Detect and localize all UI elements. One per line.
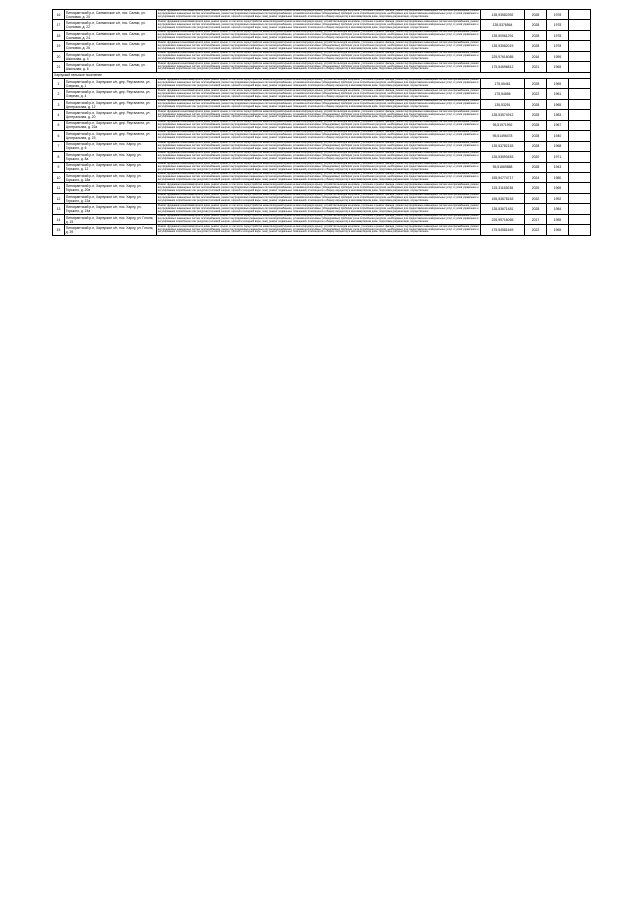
row-year-planned: 2028 bbox=[525, 110, 547, 120]
table-row bbox=[53, 131, 591, 141]
row-works-description: Ремонт фундамента многоквартирного дома, ремонт крыши, в том числе переустройство невентилируемой крыши на вентилируемую крышу, устройство выходов на кровлю, утепление и ремонт фасада, ремонт внутридомовых инженерных систем электроснабжения, ремонт внутридомовых инженерных систем теплоснабжения, ремонт внутридомовых инженерных систем водоснабжения, установка коллективных (общедомовых) приборов учета потребления ресурсов, необходимых для предоставления коммунальных услуг, и узлов управления и регулирования потребления этих ресурсов (тепловой энергии, горячей и холодной воды, газа), ремонт подвальных помещений, относящихся к общему имуществу в многоквартирном доме, подготовка документации, осуществление bbox=[157, 30, 480, 40]
table-row bbox=[53, 41, 591, 51]
table-row bbox=[53, 51, 591, 61]
row-empty-cell bbox=[569, 214, 591, 224]
row-year-planned: 2022 bbox=[525, 225, 547, 235]
row-address: Питкярантский р-н, Харлуское с/п, дер. Рауталахти, ул. Озерная, д. 4 bbox=[65, 89, 157, 99]
row-works-description: Ремонт фундамента многоквартирного дома, ремонт крыши, в том числе переустройство невентилируемой крыши на вентилируемую крышу, устройство выходов на кровлю, утепление и ремонт фасада, ремонт внутридомовых инженерных систем электроснабжения, ремонт внутридомовых инженерных систем теплоснабжения, ремонт внутридомовых инженерных систем водоснабжения, установка коллективных (общедомовых) приборов учета потребления ресурсов, необходимых для предоставления коммунальных услуг, и узлов управления и регулирования потребления этих ресурсов (тепловой энергии, горячей и холодной воды, газа), ремонт подвальных помещений, относящихся к общему имуществу в многоквартирном доме, подготовка документации, осуществление bbox=[157, 88, 480, 98]
row-cost: 115,31163038 bbox=[481, 183, 525, 193]
row-year-planned: 2028 bbox=[525, 41, 547, 51]
rows-salminskoe bbox=[53, 10, 591, 73]
row-works-description: Ремонт фундамента многоквартирного дома, ремонт крыши, в том числе переустройство невентилируемой крыши на вентилируемую крышу, устройство выходов на кровлю, утепление и ремонт фасада, ремонт внутридомовых инженерных систем электроснабжения, ремонт внутридомовых инженерных систем теплоснабжения, ремонт внутридомовых инженерных систем водоснабжения, установка коллективных (общедомовых) приборов учета потребления ресурсов, необходимых для предоставления коммунальных услуг, и узлов управления и регулирования потребления этих ресурсов (тепловой энергии, горячей и холодной воды, газа), ремонт подвальных помещений, относящихся к общему имуществу в многоквартирном доме, подготовка документации, осуществление bbox=[157, 182, 480, 192]
row-number: 12 bbox=[53, 193, 65, 203]
row-works-description: Ремонт фундамента многоквартирного дома, ремонт крыши, в том числе переустройство невентилируемой крыши на вентилируемую крышу, устройство выходов на кровлю, утепление и ремонт фасада, ремонт внутридомовых инженерных систем электроснабжения, ремонт внутридомовых инженерных систем теплоснабжения, ремонт внутридомовых инженерных систем водоснабжения, установка коллективных (общедомовых) приборов учета потребления ресурсов, необходимых для предоставления коммунальных услуг, и узлов управления и регулирования потребления этих ресурсов (тепловой энергии, горячей и холодной воды, газа), ремонт подвальных помещений, относящихся к общему имуществу в многоквартирном доме, подготовка документации, осуществление bbox=[157, 40, 480, 50]
row-works-description: Ремонт фундамента многоквартирного дома, ремонт крыши, в том числе переустройство невентилируемой крыши на вентилируемую крышу, устройство выходов на кровлю, утепление и ремонт фасада, ремонт внутридомовых инженерных систем электроснабжения, ремонт внутридомовых инженерных систем теплоснабжения, ремонт внутридомовых инженерных систем водоснабжения, установка коллективных (общедомовых) приборов учета потребления ресурсов, необходимых для предоставления коммунальных услуг, и узлов управления и регулирования потребления этих ресурсов (тепловой энергии, горячей и холодной воды, газа), ремонт подвальных помещений, относящихся к общему имуществу в многоквартирном доме, подготовка документации, осуществление bbox=[157, 130, 480, 140]
row-year-built: 1969 bbox=[547, 183, 569, 193]
row-number: 4 bbox=[53, 110, 65, 120]
row-number: 1 bbox=[53, 78, 65, 88]
row-works-description: Ремонт фундамента многоквартирного дома, ремонт крыши, в том числе переустройство невентилируемой крыши на вентилируемую крышу, устройство выходов на кровлю, утепление и ремонт фасада, ремонт внутридомовых инженерных систем электроснабжения, ремонт внутридомовых инженерных систем теплоснабжения, ремонт внутридомовых инженерных систем водоснабжения, установка коллективных (общедомовых) приборов учета потребления ресурсов, необходимых для предоставления коммунальных услуг, и узлов управления и регулирования потребления этих ресурсов (тепловой энергии, горячей и холодной воды, газа), ремонт подвальных помещений, относящихся к общему имуществу в многоквартирном доме, подготовка документации, осуществление bbox=[157, 9, 480, 19]
row-empty-cell bbox=[569, 225, 591, 235]
row-works-description: Ремонт фундамента многоквартирного дома, ремонт крыши, в том числе переустройство невентилируемой крыши на вентилируемую крышу, устройство выходов на кровлю, утепление и ремонт фасада, ремонт внутридомовых инженерных систем электроснабжения, ремонт внутридомовых инженерных систем теплоснабжения, ремонт внутридомовых инженерных систем водоснабжения, установка коллективных (общедомовых) приборов учета потребления ресурсов, необходимых для предоставления коммунальных услуг, и узлов управления и регулирования потребления этих ресурсов (тепловой энергии, горячей и холодной воды, газа), ремонт подвальных помещений, относящихся к общему имуществу в многоквартирном доме, подготовка документации, осуществление bbox=[157, 172, 480, 182]
row-year-built: 1955 bbox=[547, 214, 569, 224]
row-works-description: Ремонт фундамента многоквартирного дома, ремонт крыши, в том числе переустройство невентилируемой крыши на вентилируемую крышу, устройство выходов на кровлю, утепление и ремонт фасада, ремонт внутридомовых инженерных систем электроснабжения, ремонт внутридомовых инженерных систем теплоснабжения, ремонт внутридомовых инженерных систем водоснабжения, установка коллективных (общедомовых) приборов учета потребления ресурсов, необходимых для предоставления коммунальных услуг, и узлов управления и регулирования потребления этих ресурсов (тепловой энергии, горячей и холодной воды, газа), ремонт подвальных помещений, относящихся к общему имуществу в многоквартирном доме, подготовка документации, осуществление bbox=[157, 193, 480, 203]
row-year-planned: 2028 bbox=[525, 78, 547, 88]
row-year-built: 1965 bbox=[547, 225, 569, 235]
row-number: 11 bbox=[53, 183, 65, 193]
row-cost: 175,54696812 bbox=[481, 62, 525, 72]
row-address: Питкярантский р-н, Харлуское с/п, пос. Харлу, ул. Горького, д. 24а bbox=[65, 204, 157, 214]
table-row bbox=[53, 141, 591, 151]
capital-repair-table bbox=[52, 9, 591, 236]
row-cost: 135,53251 bbox=[481, 99, 525, 109]
row-address: Питкярантский р-н, Харлуское с/п, дер. Рауталахти, ул. Центральная, д. 12 bbox=[65, 99, 157, 109]
row-year-planned: 2028 bbox=[525, 162, 547, 172]
row-number: 16 bbox=[53, 10, 65, 20]
row-empty-cell bbox=[569, 41, 591, 51]
table-row bbox=[53, 162, 591, 172]
row-empty-cell bbox=[569, 193, 591, 203]
row-number: 17 bbox=[53, 20, 65, 30]
row-empty-cell bbox=[569, 51, 591, 61]
table-row bbox=[53, 152, 591, 162]
row-address: Питкярантский р-н, Харлуское с/п, дер. Рауталахти, ул. Озерная, д. 1 bbox=[65, 78, 157, 88]
row-address: Питкярантский р-н, Харлуское с/п, пос. Харлу, ул. Гоголя, д. 39 bbox=[65, 225, 157, 235]
row-year-planned: 2021 bbox=[525, 62, 547, 72]
row-year-planned: 2025 bbox=[525, 183, 547, 193]
row-year-built: 1978 bbox=[547, 20, 569, 30]
row-empty-cell bbox=[569, 152, 591, 162]
row-number: 20 bbox=[53, 51, 65, 61]
row-cost: 135,93582019 bbox=[481, 41, 525, 51]
row-number: 8 bbox=[53, 152, 65, 162]
row-cost: 135,53782153 bbox=[481, 141, 525, 151]
row-number: 18 bbox=[53, 30, 65, 40]
row-address: Питкярантский р-н, Харлуское с/п, пос. Харлу, ул. Гоголя, д. 19 bbox=[65, 214, 157, 224]
row-address: Питкярантский р-н, Салминское с/п, пос. Салми, ул. Сосновая, д. 22 bbox=[65, 20, 157, 30]
row-address: Питкярантский р-н, Харлуское с/п, пос. Харлу, ул. Горького, д. 18а bbox=[65, 172, 157, 182]
row-address: Питкярантский р-н, Харлуское с/п, дер. Рауталахти, ул. Центральная, д. 23 bbox=[65, 131, 157, 141]
row-year-planned: 2032 bbox=[525, 193, 547, 203]
row-cost: 225,99716065 bbox=[481, 214, 525, 224]
row-year-built: 1965 bbox=[547, 99, 569, 109]
row-works-description: Ремонт фундамента многоквартирного дома, ремонт крыши, в том числе переустройство невентилируемой крыши на вентилируемую крышу, устройство выходов на кровлю, утепление и ремонт фасада, ремонт внутридомовых инженерных систем электроснабжения, ремонт внутридомовых инженерных систем теплоснабжения, ремонт внутридомовых инженерных систем водоснабжения, установка коллективных (общедомовых) приборов учета потребления ресурсов, необходимых для предоставления коммунальных услуг, и узлов управления и регулирования потребления этих ресурсов (тепловой энергии, горячей и холодной воды, газа), ремонт подвальных помещений, относящихся к общему имуществу в многоквартирном доме, подготовка документации, осуществление bbox=[157, 61, 480, 71]
row-year-built: 1978 bbox=[547, 10, 569, 20]
row-year-built: 1965 bbox=[547, 78, 569, 88]
row-year-planned: 2028 bbox=[525, 10, 547, 20]
row-empty-cell bbox=[569, 10, 591, 20]
row-works-description: Ремонт фундамента многоквартирного дома, ремонт крыши, в том числе переустройство невентилируемой крыши на вентилируемую крышу, устройство выходов на кровлю, утепление и ремонт фасада, ремонт внутридомовых инженерных систем электроснабжения, ремонт внутридомовых инженерных систем теплоснабжения, ремонт внутридомовых инженерных систем водоснабжения, установка коллективных (общедомовых) приборов учета потребления ресурсов, необходимых для предоставления коммунальных услуг, и узлов управления и регулирования потребления этих ресурсов (тепловой энергии, горячей и холодной воды, газа), ремонт подвальных помещений, относящихся к общему имуществу в многоквартирном доме, подготовка документации, осуществление bbox=[157, 224, 480, 234]
row-works-description: Ремонт фундамента многоквартирного дома, ремонт крыши, в том числе переустройство невентилируемой крыши на вентилируемую крышу, устройство выходов на кровлю, утепление и ремонт фасада, ремонт внутридомовых инженерных систем электроснабжения, ремонт внутридомовых инженерных систем теплоснабжения, ремонт внутридомовых инженерных систем водоснабжения, установка коллективных (общедомовых) приборов учета потребления ресурсов, необходимых для предоставления коммунальных услуг, и узлов управления и регулирования потребления этих ресурсов (тепловой энергии, горячей и холодной воды, газа), ремонт подвальных помещений, относящихся к общему имуществу в многоквартирном доме, подготовка документации, осуществление bbox=[157, 203, 480, 213]
row-address: Питкярантский р-н, Харлуское с/п, пос. Харлу, ул. Горького, д. 12 bbox=[65, 162, 157, 172]
row-year-planned: 2028 bbox=[525, 20, 547, 30]
row-empty-cell bbox=[569, 162, 591, 172]
table-row bbox=[53, 204, 591, 214]
row-address: Питкярантский р-н, Салминское с/п, пос. Салми, ул. Школьная, д. 6 bbox=[65, 62, 157, 72]
row-number: 6 bbox=[53, 131, 65, 141]
row-empty-cell bbox=[569, 120, 591, 130]
row-cost: 135,5376564 bbox=[481, 20, 525, 30]
row-cost: 95,51971992 bbox=[481, 120, 525, 130]
row-number: 19 bbox=[53, 41, 65, 51]
row-empty-cell bbox=[569, 131, 591, 141]
row-number: 3 bbox=[53, 99, 65, 109]
row-year-planned: 2028 bbox=[525, 30, 547, 40]
table-row bbox=[53, 99, 591, 109]
row-year-built: 1967 bbox=[547, 120, 569, 130]
row-year-built: 1984 bbox=[547, 204, 569, 214]
row-year-built: 1959 bbox=[547, 51, 569, 61]
row-number: 5 bbox=[53, 120, 65, 130]
row-address: Питкярантский р-н, Салминское с/п, пос. Салми, ул. Сосновая, д. 24 bbox=[65, 30, 157, 40]
row-empty-cell bbox=[569, 89, 591, 99]
row-works-description: Ремонт фундамента многоквартирного дома, ремонт крыши, в том числе переустройство невентилируемой крыши на вентилируемую крышу, устройство выходов на кровлю, утепление и ремонт фасада, ремонт внутридомовых инженерных систем электроснабжения, ремонт внутридомовых инженерных систем теплоснабжения, ремонт внутридомовых инженерных систем водоснабжения, установка коллективных (общедомовых) приборов учета потребления ресурсов, необходимых для предоставления коммунальных услуг, и узлов управления и регулирования потребления этих ресурсов (тепловой энергии, горячей и холодной воды, газа), ремонт подвальных помещений, относящихся к общему имуществу в многоквартирном доме, подготовка документации, осуществление bbox=[157, 109, 480, 119]
row-works-description: Ремонт фундамента многоквартирного дома, ремонт крыши, в том числе переустройство невентилируемой крыши на вентилируемую крышу, устройство выходов на кровлю, утепление и ремонт фасада, ремонт внутридомовых инженерных систем электроснабжения, ремонт внутридомовых инженерных систем теплоснабжения, ремонт внутридомовых инженерных систем водоснабжения, установка коллективных (общедомовых) приборов учета потребления ресурсов, необходимых для предоставления коммунальных услуг, и узлов управления и регулирования потребления этих ресурсов (тепловой энергии, горячей и холодной воды, газа), ремонт подвальных помещений, относящихся к общему имуществу в многоквартирном доме, подготовка документации, осуществление bbox=[157, 120, 480, 129]
row-address: Питкярантский р-н, Харлуское с/п, пос. Харлу, ул. Горького, д. 22а bbox=[65, 193, 157, 203]
row-year-planned: 2028 bbox=[525, 204, 547, 214]
row-empty-cell bbox=[569, 78, 591, 88]
table-row bbox=[53, 225, 591, 235]
row-empty-cell bbox=[569, 99, 591, 109]
table-row bbox=[53, 110, 591, 120]
row-empty-cell bbox=[569, 20, 591, 30]
row-year-built: 1961 bbox=[547, 89, 569, 99]
table-row bbox=[53, 20, 591, 30]
row-works-description: Ремонт фундамента многоквартирного дома, ремонт крыши, в том числе переустройство невентилируемой крыши на вентилируемую крышу, устройство выходов на кровлю, утепление и ремонт фасада, ремонт внутридомовых инженерных систем электроснабжения, ремонт внутридомовых инженерных систем теплоснабжения, ремонт внутридомовых инженерных систем водоснабжения, установка коллективных (общедомовых) приборов учета потребления ресурсов, необходимых для предоставления коммунальных услуг, и узлов управления и регулирования потребления этих ресурсов (тепловой энергии, горячей и холодной воды, газа), ремонт подвальных помещений, относящихся к общему имуществу в многоквартирном доме, подготовка документации, осуществление bbox=[157, 99, 480, 109]
row-empty-cell bbox=[569, 62, 591, 72]
row-works-description: Ремонт фундамента многоквартирного дома, ремонт крыши, в том числе переустройство невентилируемой крыши на вентилируемую крышу, устройство выходов на кровлю, утепление и ремонт фасада, ремонт внутридомовых инженерных систем электроснабжения, ремонт внутридомовых инженерных систем теплоснабжения, ремонт внутридомовых инженерных систем водоснабжения, установка коллективных (общедомовых) приборов учета потребления ресурсов, необходимых для предоставления коммунальных услуг, и узлов управления и регулирования потребления этих ресурсов (тепловой энергии, горячей и холодной воды, газа), ремонт подвальных помещений, относящихся к общему имуществу в многоквартирном доме, подготовка документации, осуществление bbox=[157, 214, 480, 223]
row-cost: 155,53678163 bbox=[481, 193, 525, 203]
row-empty-cell bbox=[569, 141, 591, 151]
row-address: Питкярантский р-н, Салминское с/п, пос. Салми, ул. Сосновая, д. 26 bbox=[65, 41, 157, 51]
row-year-planned: 2016 bbox=[525, 51, 547, 61]
row-year-planned: 2024 bbox=[525, 172, 547, 182]
row-year-built: 1978 bbox=[547, 41, 569, 51]
row-cost: 95,51496478 bbox=[481, 131, 525, 141]
row-address: Питкярантский р-н, Харлуское с/п, пос. Харлу, ул. Горького, д. 6 bbox=[65, 141, 157, 151]
table-row bbox=[53, 78, 591, 88]
row-year-built: 1983 bbox=[547, 110, 569, 120]
row-cost: 135,53574912 bbox=[481, 110, 525, 120]
row-year-planned: 2022 bbox=[525, 89, 547, 99]
row-year-planned: 2020 bbox=[525, 152, 547, 162]
table-row bbox=[53, 62, 591, 72]
row-number: 13 bbox=[53, 204, 65, 214]
row-year-built: 1943 bbox=[547, 162, 569, 172]
row-year-planned: 2028 bbox=[525, 120, 547, 130]
row-works-description: Ремонт фундамента многоквартирного дома, ремонт крыши, в том числе переустройство невентилируемой крыши на вентилируемую крышу, устройство выходов на кровлю, утепление и ремонт фасада, ремонт внутридомовых инженерных систем электроснабжения, ремонт внутридомовых инженерных систем теплоснабжения, ремонт внутридомовых инженерных систем водоснабжения, установка коллективных (общедомовых) приборов учета потребления ресурсов, необходимых для предоставления коммунальных услуг, и узлов управления и регулирования потребления этих ресурсов (тепловой энергии, горячей и холодной воды, газа), ремонт подвальных помещений, относящихся к общему имуществу в многоквартирном доме, подготовка документации, осуществление bbox=[157, 51, 480, 61]
table-row bbox=[53, 183, 591, 193]
row-empty-cell bbox=[569, 110, 591, 120]
row-works-description: Ремонт фундамента многоквартирного дома, ремонт крыши, в том числе переустройство невентилируемой крыши на вентилируемую крышу, устройство выходов на кровлю, утепление и ремонт фасада, ремонт внутридомовых инженерных систем электроснабжения, ремонт внутридомовых инженерных систем теплоснабжения, ремонт внутридомовых инженерных систем водоснабжения, установка коллективных (общедомовых) приборов учета потребления ресурсов, необходимых для предоставления коммунальных услуг, и узлов управления и регулирования потребления этих ресурсов (тепловой энергии, горячей и холодной воды, газа), ремонт подвальных помещений, относящихся к общему имуществу в многоквартирном доме, подготовка документации, осуществление bbox=[157, 162, 480, 171]
row-works-description: Ремонт фундамента многоквартирного дома, ремонт крыши, в том числе переустройство невентилируемой крыши на вентилируемую крышу, устройство выходов на кровлю, утепление и ремонт фасада, ремонт внутридомовых инженерных систем электроснабжения, ремонт внутридомовых инженерных систем теплоснабжения, ремонт внутридомовых инженерных систем водоснабжения, установка коллективных (общедомовых) приборов учета потребления ресурсов, необходимых для предоставления коммунальных услуг, и узлов управления и регулирования потребления этих ресурсов (тепловой энергии, горячей и холодной воды, газа), ремонт подвальных помещений, относящихся к общему имуществу в многоквартирном доме, подготовка документации, осуществление bbox=[157, 78, 480, 88]
row-year-built: 1971 bbox=[547, 152, 569, 162]
row-cost: 225,97616085 bbox=[481, 51, 525, 61]
rows-kharluskoe bbox=[53, 78, 591, 235]
row-year-planned: 2028 bbox=[525, 99, 547, 109]
row-number: 10 bbox=[53, 172, 65, 182]
row-year-built: 1968 bbox=[547, 141, 569, 151]
row-cost: 175,65461 bbox=[481, 78, 525, 88]
row-address: Питкярантский р-н, Харлуское с/п, дер. Рауталахти, ул. Центральная, д. 22а bbox=[65, 120, 157, 130]
row-year-built: 1965 bbox=[547, 62, 569, 72]
row-address: Питкярантский р-н, Харлуское с/п, дер. Рауталахти, ул. Центральная, д. 20 bbox=[65, 110, 157, 120]
row-year-planned: 2028 bbox=[525, 141, 547, 151]
row-empty-cell bbox=[569, 183, 591, 193]
row-cost: 135,93582392 bbox=[481, 10, 525, 20]
row-number: 15 bbox=[53, 225, 65, 235]
row-number: 7 bbox=[53, 141, 65, 151]
row-number: 9 bbox=[53, 162, 65, 172]
row-year-planned: 2028 bbox=[525, 131, 547, 141]
table-row bbox=[53, 193, 591, 203]
table-row bbox=[53, 214, 591, 224]
row-cost: 135,50961291 bbox=[481, 30, 525, 40]
row-cost: 175,54581649 bbox=[481, 225, 525, 235]
row-cost: 135,53590453 bbox=[481, 152, 525, 162]
row-empty-cell bbox=[569, 30, 591, 40]
row-address: Питкярантский р-н, Салминское с/п, пос. Салми, ул. Школьная, д. 4 bbox=[65, 51, 157, 61]
row-cost: 155,54774717 bbox=[481, 172, 525, 182]
row-address: Питкярантский р-н, Харлуское с/п, пос. Харлу, ул. Горького, д. 8а bbox=[65, 152, 157, 162]
row-empty-cell bbox=[569, 204, 591, 214]
row-year-planned: 2017 bbox=[525, 214, 547, 224]
table-row bbox=[53, 30, 591, 40]
row-number: 21 bbox=[53, 62, 65, 72]
row-address: Питкярантский р-н, Салминское с/п, пос. Салми, ул. Сосновая, д. 20 bbox=[65, 10, 157, 20]
row-works-description: Ремонт фундамента многоквартирного дома, ремонт крыши, в том числе переустройство невентилируемой крыши на вентилируемую крышу, устройство выходов на кровлю, утепление и ремонт фасада, ремонт внутридомовых инженерных систем электроснабжения, ремонт внутридомовых инженерных систем теплоснабжения, ремонт внутридомовых инженерных систем водоснабжения, установка коллективных (общедомовых) приборов учета потребления ресурсов, необходимых для предоставления коммунальных услуг, и узлов управления и регулирования потребления этих ресурсов (тепловой энергии, горячей и холодной воды, газа), ремонт подвальных помещений, относящихся к общему имуществу в многоквартирном доме, подготовка документации, осуществление bbox=[157, 151, 480, 161]
table-row bbox=[53, 10, 591, 20]
row-works-description: Ремонт фундамента многоквартирного дома, ремонт крыши, в том числе переустройство невентилируемой крыши на вентилируемую крышу, устройство выходов на кровлю, утепление и ремонт фасада, ремонт внутридомовых инженерных систем электроснабжения, ремонт внутридомовых инженерных систем теплоснабжения, ремонт внутридомовых инженерных систем водоснабжения, установка коллективных (общедомовых) приборов учета потребления ресурсов, необходимых для предоставления коммунальных услуг, и узлов управления и регулирования потребления этих ресурсов (тепловой энергии, горячей и холодной воды, газа), ремонт подвальных помещений, относящихся к общему имуществу в многоквартирном доме, подготовка документации, осуществление bbox=[157, 141, 480, 150]
row-year-built: 1940 bbox=[547, 131, 569, 141]
row-year-built: 1992 bbox=[547, 193, 569, 203]
row-works-description: Ремонт фундамента многоквартирного дома, ремонт крыши, в том числе переустройство невентилируемой крыши на вентилируемую крышу, устройство выходов на кровлю, утепление и ремонт фасада, ремонт внутридомовых инженерных систем электроснабжения, ремонт внутридомовых инженерных систем теплоснабжения, ремонт внутридомовых инженерных систем водоснабжения, установка коллективных (общедомовых) приборов учета потребления ресурсов, необходимых для предоставления коммунальных услуг, и узлов управления и регулирования потребления этих ресурсов (тепловой энергии, горячей и холодной воды, газа), ремонт подвальных помещений, относящихся к общему имуществу в многоквартирном доме, подготовка документации, осуществление bbox=[157, 19, 480, 29]
row-cost: 95,51869888 bbox=[481, 162, 525, 172]
row-cost: 175,54656 bbox=[481, 89, 525, 99]
row-number: 14 bbox=[53, 214, 65, 224]
table-row bbox=[53, 120, 591, 130]
row-number: 2 bbox=[53, 89, 65, 99]
row-empty-cell bbox=[569, 172, 591, 182]
row-year-built: 1978 bbox=[547, 30, 569, 40]
table-row bbox=[53, 89, 591, 99]
section-title: Харлуский сельское поселение bbox=[53, 72, 591, 78]
table-row bbox=[53, 172, 591, 182]
row-address: Питкярантский р-н, Харлуское с/п, пос. Харлу, ул. Горького, д. 20а bbox=[65, 183, 157, 193]
row-year-built: 1980 bbox=[547, 172, 569, 182]
row-cost: 135,53671481 bbox=[481, 204, 525, 214]
